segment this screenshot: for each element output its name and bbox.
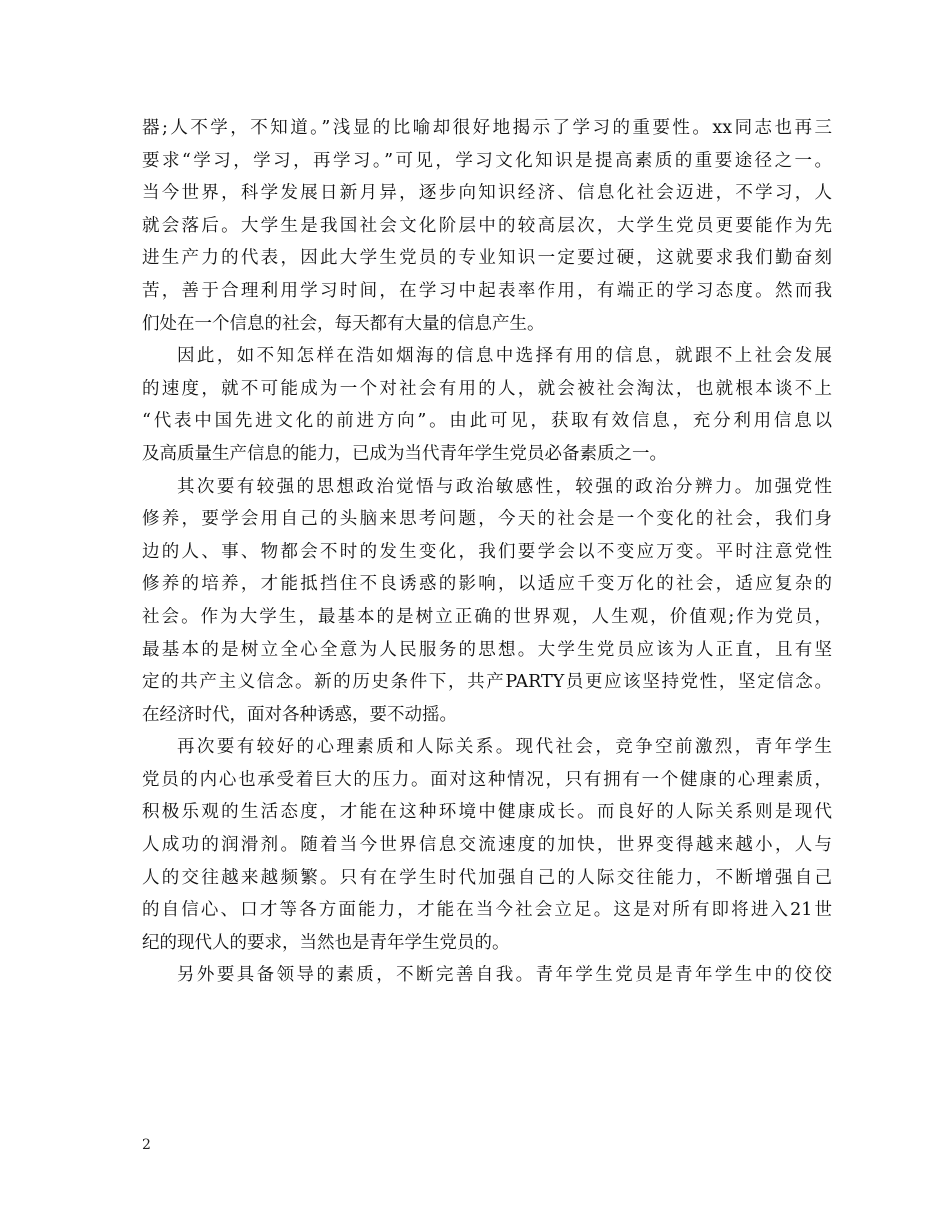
text-line: 当今世界，科学发展日新月异，逐步向知识经济、信息化社会迈进，不学习，人 bbox=[142, 183, 832, 204]
text-line: 修养的培养，才能抵挡住不良诱惑的影响，以适应千变万化的社会，适应复杂的 bbox=[142, 574, 832, 595]
text-line: 边的人、事、物都会不时的发生变化，我们要学会以不变应万变。平时注意党性 bbox=[142, 541, 832, 562]
text-line: 社会。作为大学生，最基本的是树立正确的世界观，人生观，价值观;作为党员， bbox=[142, 606, 832, 627]
text-line: 因此，如不知怎样在浩如烟海的信息中选择有用的信息，就跟不上社会发展 bbox=[177, 346, 832, 367]
text-line: 人的交往越来越频繁。只有在学生时代加强自己的人际交往能力，不断增强自己 bbox=[142, 867, 832, 888]
text-line: 的速度，就不可能成为一个对社会有用的人，就会被社会淘汰，也就根本谈不上 bbox=[142, 378, 832, 399]
text-line: 其次要有较强的思想政治觉悟与政治敏感性，较强的政治分辨力。加强党性 bbox=[177, 476, 832, 497]
text-line: 就会落后。大学生是我国社会文化阶层中的较高层次，大学生党员更要能作为先 bbox=[142, 215, 832, 236]
text-line: “代表中国先进文化的前进方向”。由此可见，获取有效信息，充分利用信息以 bbox=[142, 411, 832, 432]
text-line: 另外要具备领导的素质，不断完善自我。青年学生党员是青年学生中的佼佼 bbox=[177, 965, 832, 986]
text-line: 纪的现代人的要求，当然也是青年学生党员的。 bbox=[142, 932, 510, 953]
body-text bbox=[142, 112, 832, 992]
text-line: 器;人不学，不知道。”浅显的比喻却很好地揭示了学习的重要性。xx同志也再三 bbox=[142, 118, 832, 138]
text-line: 最基本的是树立全心全意为人民服务的思想。大学生党员应该为人正直，且有坚 bbox=[142, 639, 832, 660]
text-line: 的自信心、口才等各方面能力，才能在当今社会立足。这是对所有即将进入21世 bbox=[142, 900, 832, 921]
text-line: 及高质量生产信息的能力，已成为当代青年学生党员必备素质之一。 bbox=[142, 443, 667, 464]
text-line: 在经济时代，面对各种诱惑，要不动摇。 bbox=[142, 704, 457, 725]
text-line: 们处在一个信息的社会，每天都有大量的信息产生。 bbox=[142, 313, 545, 334]
text-line: 人成功的润滑剂。随着当今世界信息交流速度的加快，世界变得越来越小，人与 bbox=[142, 835, 832, 856]
text-line: 修养，要学会用自己的头脑来思考问题，今天的社会是一个变化的社会，我们身 bbox=[142, 509, 832, 530]
text-line: 要求“学习，学习，再学习。”可见，学习文化知识是提高素质的重要途径之一。 bbox=[142, 150, 832, 171]
text-line: 再次要有较好的心理素质和人际关系。现代社会，竞争空前激烈，青年学生 bbox=[177, 737, 832, 758]
text-line: 进生产力的代表，因此大学生党员的专业知识一定要过硬，这就要求我们勤奋刻 bbox=[142, 248, 832, 269]
page-number: 2 bbox=[142, 1137, 151, 1153]
text-line: 积极乐观的生活态度，才能在这种环境中健康成长。而良好的人际关系则是现代 bbox=[142, 802, 832, 823]
text-line: 苦，善于合理利用学习时间，在学习中起表率作用，有端正的学习态度。然而我 bbox=[142, 280, 832, 301]
text-line: 定的共产主义信念。新的历史条件下，共产PARTY员更应该坚持党性，坚定信念。 bbox=[142, 672, 832, 693]
text-line: 党员的内心也承受着巨大的压力。面对这种情况，只有拥有一个健康的心理素质， bbox=[142, 769, 832, 790]
